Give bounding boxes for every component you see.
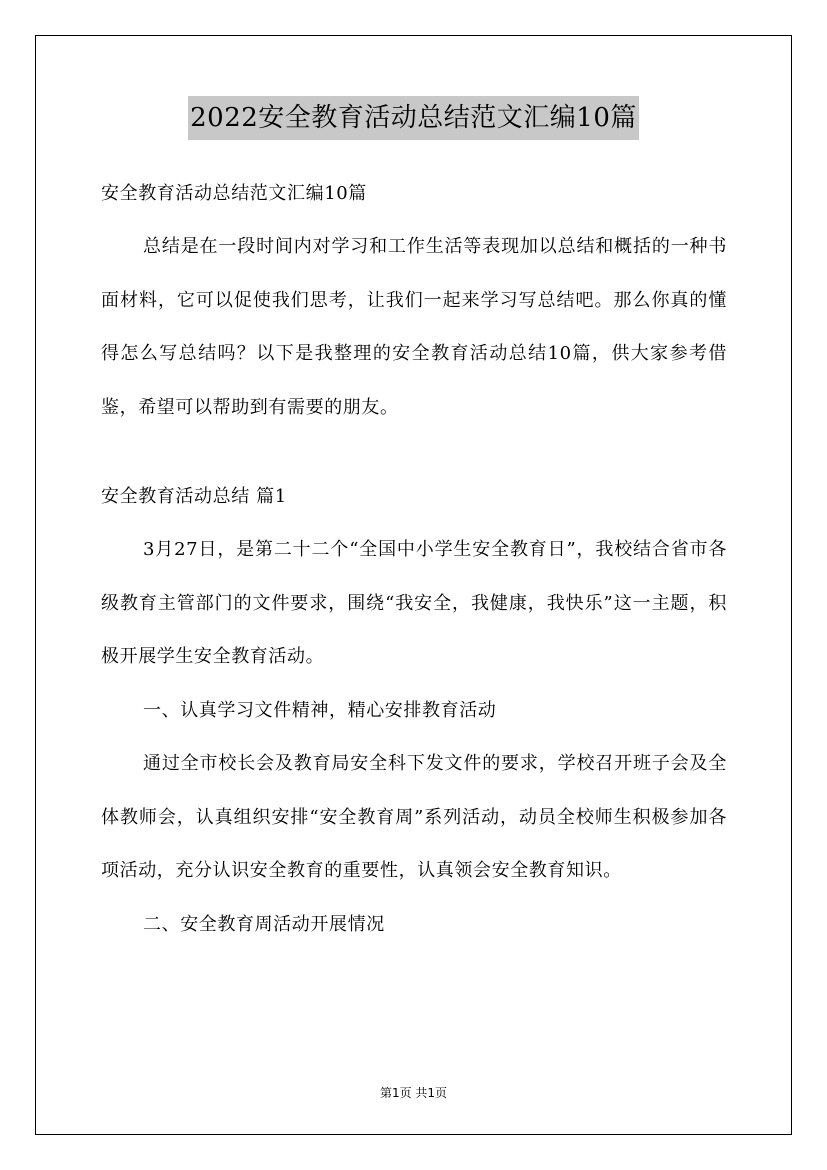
section-heading: 安全教育活动总结 篇1 xyxy=(101,486,287,507)
document-title-text: 2022安全教育活动总结范文汇编10篇 xyxy=(188,96,639,140)
page-footer: 第1页 共1页 xyxy=(379,1086,448,1100)
body-paragraph-1: 3月27日，是第二十二个“全国中小学生安全教育日”，我校结合省市各级教育主管部门的文件要求，围绕“我安全，我健康，我快乐”这一主题，积极开展学生安全教育活动。 xyxy=(101,539,727,667)
section-spacer xyxy=(101,434,727,471)
document-body xyxy=(101,168,727,951)
document-subtitle: 安全教育活动总结范文汇编10篇 xyxy=(101,183,367,204)
intro-paragraph: 总结是在一段时间内对学习和工作生活等表现加以总结和概括的一种书面材料，它可以促使我们思考，让我们一起来学习写总结吧。那么你真的懂得怎么写总结吗？以下是我整理的安全教育活动总结10篇，供大家参考借鉴，希望可以帮助到有需要的朋友。 xyxy=(101,236,727,418)
section-subheading-2: 二、安全教育周活动开展情况 xyxy=(143,913,385,935)
section-subheading-1: 一、认真学习文件精神，精心安排教育活动 xyxy=(143,699,497,721)
body-paragraph-2: 通过全市校长会及教育局安全科下发文件的要求，学校召开班子会及全体教师会，认真组织安排“安全教育周”系列活动，动员全校师生积极参加各项活动，充分认识安全教育的重要性，认真领会安全教育知识。 xyxy=(101,753,727,881)
document-title xyxy=(0,96,827,140)
